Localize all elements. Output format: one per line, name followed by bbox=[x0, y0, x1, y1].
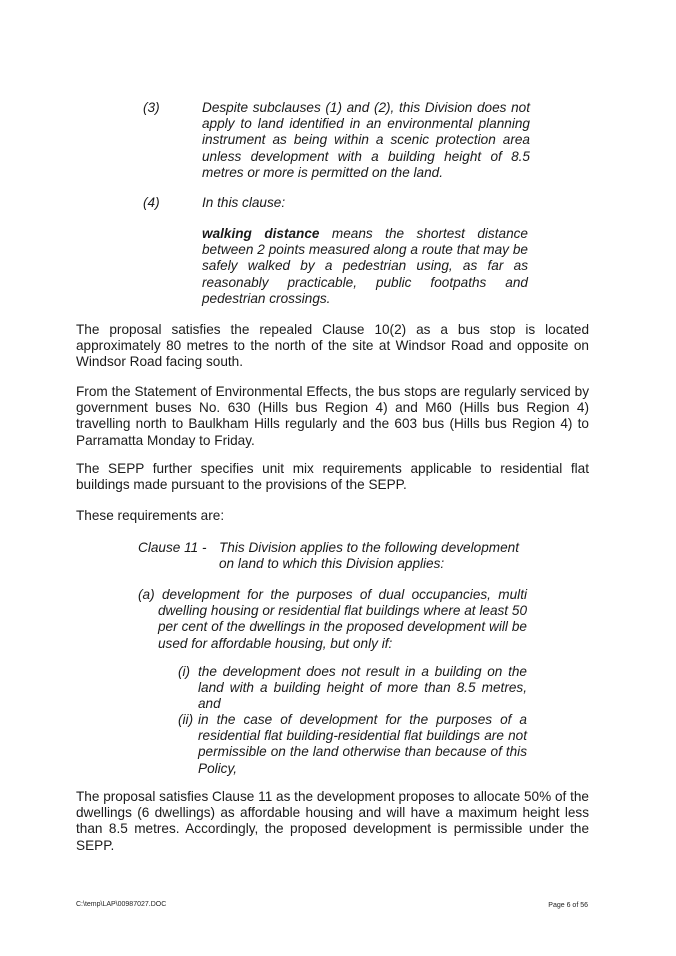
clause-11-item-ii-number: (ii) bbox=[178, 712, 194, 727]
footer-file-path: C:\temp\LAP\00987027.DOC bbox=[76, 901, 167, 908]
clause-4-intro: In this clause: bbox=[202, 195, 286, 210]
clause-3-text: Despite subclauses (1) and (2), this Division does not apply to land identified in an environmental planning instrument as being within a scenic protection area unless development with a building height of 8.5 metres or more is permitted on the land. bbox=[202, 100, 530, 180]
clause-11-label: Clause 11 - bbox=[138, 540, 207, 555]
clause-3-number: (3) bbox=[143, 100, 160, 115]
clause-11-item-i-text: the development does not result in a building on the land with a building height of more than 8.5 metres, and bbox=[198, 664, 527, 712]
walking-distance-term: walking distance bbox=[202, 226, 320, 241]
paragraph-bus-stop: The proposal satisfies the repealed Clause 10(2) as a bus stop is located approximately 80 metres to the north of the site at Windsor Road and opposite on Windsor Road facing south. bbox=[76, 322, 589, 370]
clause-11-heading: This Division applies to the following development on land to which this Division applies: bbox=[219, 540, 519, 572]
paragraph-requirements: These requirements are: bbox=[76, 508, 225, 523]
clause-11-item-ii-text: in the case of development for the purposes of a residential flat building-residential flat buildings are not permissible on the land otherwise than because of this Policy, bbox=[198, 712, 527, 776]
walking-distance-text: means the shortest distance between 2 points measured along a route that may be safely walked by a pedestrian using, as far as reasonably practicable, public footpaths and pedestrian crossings. bbox=[202, 226, 528, 306]
paragraph-sepp-unit-mix: The SEPP further specifies unit mix requirements applicable to residential flat buildings made pursuant to the provisions of the SEPP. bbox=[76, 461, 589, 493]
clause-11-item-i-number: (i) bbox=[178, 664, 191, 679]
paragraph-statement-effects: From the Statement of Environmental Effects, the bus stops are regularly serviced by government buses No. 630 (Hills bus Region 4) and M60 (Hills bus Region 4) travelling north to Baulkham Hills regularly and the 603 bus (Hills bus Region 4) to Parramatta Monday to Friday. bbox=[76, 384, 589, 448]
clause-4-number: (4) bbox=[143, 195, 160, 210]
footer-page-number: Page 6 of 56 bbox=[548, 902, 588, 909]
paragraph-conclusion: The proposal satisfies Clause 11 as the development proposes to allocate 50% of the dwellings (6 dwellings) as affordable housing and will have a maximum height less than 8.5 metres. Accordingly, the proposed development is permissible under the SEPP. bbox=[76, 789, 589, 853]
walking-distance-definition bbox=[202, 226, 528, 307]
clause-11-item-a: (a) development for the purposes of dual occupancies, multi dwelling housing or residential flat buildings where at least 50 per cent of the dwellings in the proposed development will be used for affordable housing, but only if: bbox=[138, 587, 527, 651]
